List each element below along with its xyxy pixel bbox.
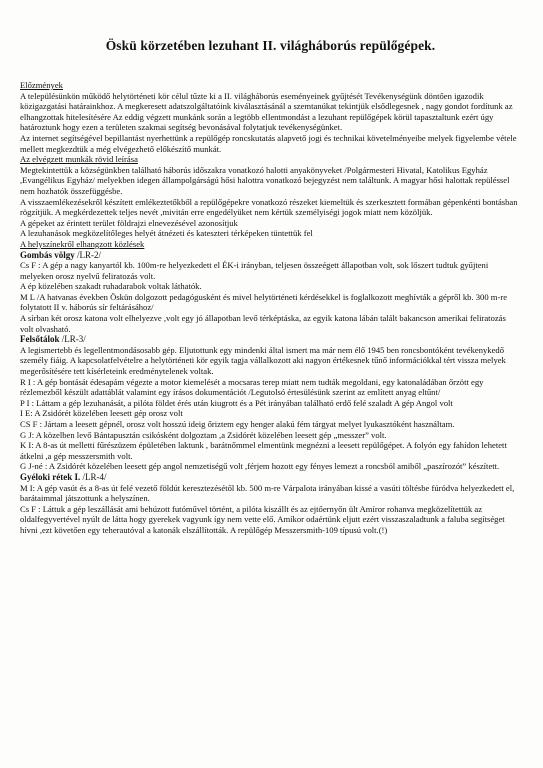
section-heading: A helyszínekről elhangzott közlések	[20, 238, 145, 249]
location-heading	[20, 472, 521, 483]
paragraph: A legismertebb és legellentmondásosabb gép. Eljutottunk egy mindenki által ismert ma már nem élő 1945 ben roncsbontóként tevékenykedő személy fiáig. A kapcsolatfelvételre a helytörténeti kör egyik tagja vállalkozott aki nagyon értékesnek tűnő információkkal tért vissza melyek megerősítésére tett kísérleteink eredménytelenek voltak.	[20, 344, 506, 377]
paragraph: Cs F : A gép a nagy kanyartól kb. 100m-re helyezkedett el ÉK-i irányban, teljesen összeégett állapotban volt, sok lőszert tudtuk gyűjteni melyeken orosz nyelvű feliratozás volt.	[20, 260, 489, 281]
location-code: /LR-4/	[80, 471, 107, 482]
location-name: Gyéloki rétek I.	[20, 471, 81, 482]
location-heading	[20, 250, 521, 261]
paragraph: A gépeket az érintett terület földrajzi elnevezésével azonosítjuk	[20, 217, 238, 228]
location-heading	[20, 334, 521, 345]
paragraph: A ép közelében szakadt ruhadarabok voltak láthatók.	[20, 281, 202, 292]
paragraph: A sírban két orosz katona volt elhelyezve ,volt egy jó állapotban levő térképtáska, az egyik katona lábán talált bakancson amerikai feliratozás volt olvasható.	[20, 313, 506, 334]
paragraph: M L /A hatvanas években Öskün dolgozott pedagógusként és mivel helytörténeti kérdésekkel is foglalkozott meghívták a gépről kb. 300 m-re folytatott II v. háborús sír feltárásához/	[20, 291, 508, 313]
paragraph: K I: A 8-as út melletti fűrészüzem épületében laktunk , barátnőmmel elmentünk megnézni a leesett repülőgépet. A folyón egy fahídon lehetett átkelni ,a gép messzersmith volt.	[20, 440, 507, 461]
paragraph: Megtekintettük a községünkben található háborús időszakra vonatkozó halotti anyakönyveket /Polgármesteri Hivatal, Katolikus Egyház ,Evangélikus Egyház/ melyekben idegen állampolgárságú hősi halottra vonatkozó bejegyzést nem találtunk. A magyar hősi halottak repüléssel nem hozhatók összefüggésbe.	[20, 164, 510, 196]
section-heading: Az elvégzett munkák rövid leírása	[20, 154, 138, 165]
paragraph: G J: A közelben levő Bántapusztán csikósként dolgoztam ,a Zsidórét közelében leesett gép „messzer” volt.	[20, 429, 387, 440]
location-name: Felsőtálok	[20, 334, 60, 345]
paragraph: M I: A gép vasút és a 8-as út felé vezető földút keresztezésétől kb. 500 m-re Várpalota irányában kissé a vasúti töltésbe fúródva helyezkedett el, barátaimmal játszottunk a helyszínen.	[20, 482, 515, 504]
paragraph: P I : Láttam a gép lezuhanását, a pilóta földet érés után kiugrott és a Pét irányában található erdő felé szaladt A gép Angol volt	[20, 397, 453, 408]
location-code: /LR-2/	[74, 249, 102, 260]
paragraph: A lezuhanások megközelítőleges helyét átnézeti és kateszteri térképeken tüntettük fel	[20, 228, 313, 239]
location-code: /LR-3/	[59, 334, 86, 345]
section-heading: Előzmények	[20, 80, 63, 90]
paragraph: G J-né : A Zsidórét közelében leesett gép angol nemzetiségű volt ,férjem hozott egy fényes lemezt a roncsból amiből „paszírozót” készített.	[20, 461, 500, 472]
paragraph: Cs F : Láttuk a gép leszállását ami behúzott futóművel történt, a pilóta kiszállt és az ejtőernyőn ült Amíror rohanva megközelítettük az oldalfegyvertével nyúlt de látta hogy gyerekek vagyunk így nem vette elő. Amíkor odaértünk eljutt ezért visszaszaladtunk a faluba segítséget hívni ,ezt követően egy teherautóval a katonák elszállították. A repülőgép Messzersmith-109 típusú volt.(!)	[20, 503, 505, 535]
paragraph: R I : A gép bontását édesapám végezte a motor kiemelését a mocsaras terep miatt nem tudták megoldani, egy katonaládában őrzött egy rézlemezből készült adattáblát valamint egy írásos dokumentációt /Legutolsó értesülésünk szerint az említett anyag eltűnt/	[20, 376, 484, 398]
paragraph: A visszaemlékezésekről készített emlékeztetőkből a repülőgépekre vonatkozó részeket kiemeltük és szerkesztett formában gépenkénti bontásban rögzítjük. A megkérdezettek teljes nevét ,mivitán erre engedélyüket nem kértük személyiségi jogok miatt nem közöljük.	[20, 196, 518, 218]
paragraph: A településünkön működő helytörténeti kör célul tűzte ki a II. világháborús eseményeinek gyűjtését Tevékenységünk döntően igazodik közigazgatási határainkhoz. A megkeresett adatszolgáltatóink kiválasztásánál a szemtanúkat tekintjük elsődlegesnek , nagy gondot fordítunk az elhangzottak hitelesítésére Az eddig végzett munkánk során a legtöbb ellentmondást a lezuhant repülőgépek körül tapasztaltunk ezért úgy határoztunk hogy ezen a területen szakmai segítség bevonásával folytatjuk tevékenységünket.	[20, 90, 513, 133]
paragraph: CS F : Jártam a leesett gépnél, orosz volt hosszú ideig őriztem egy henger alakú fém tárgyat melyet lyukasztóként használtam.	[20, 419, 455, 429]
document-body	[20, 80, 521, 536]
paragraph: I E: A Zsidórét közelében leesett gép orosz volt	[20, 408, 183, 419]
paragraph: Az internet segítségével bepillantást nyerhettünk a repülőgép roncskutatás alapvető jogi és technikai követelményeibe melyek figyelembe vétele mellett megkezdtük a még elvégezhető előkészítő munkát.	[20, 132, 517, 154]
location-name: Gombás völgy	[20, 249, 75, 260]
page-title: Öskü körzetében lezuhant II. világháborús repülőgépek.	[105, 38, 436, 53]
